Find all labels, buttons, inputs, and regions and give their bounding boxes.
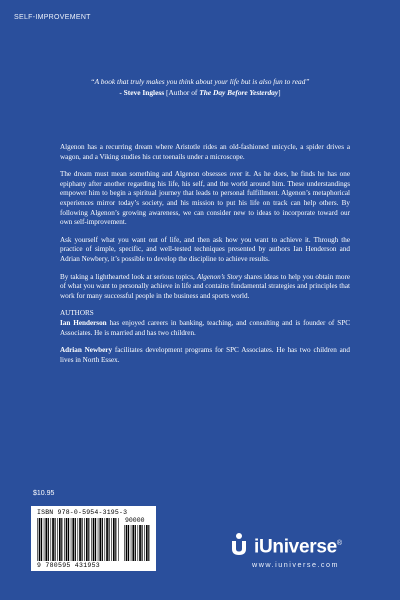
quote-author: - Steve Ingless xyxy=(119,88,165,97)
barcode-addon-bars xyxy=(124,525,151,561)
barcode-bar xyxy=(115,518,116,561)
barcode-bar xyxy=(84,518,85,561)
price-label: $10.95 xyxy=(33,490,55,497)
author-2-bio: facilitates development programs for SPC Associates. He has two children and lives in North Essex. xyxy=(60,346,350,364)
description-paragraph-1: Algenon has a recurring dream where Aristotle rides an old-fashioned unicycle, a spider drives a wagon, and a Viking studies his cut toenails under a microscope. xyxy=(60,143,350,161)
quote-text: “A book that truly makes you think about your life but is also fun to read” xyxy=(90,77,310,86)
barcode-bar xyxy=(79,518,81,561)
barcode-bar xyxy=(51,518,52,561)
isbn-barcode xyxy=(31,506,156,571)
quote-paren-close: ] xyxy=(278,88,281,97)
barcode-bar xyxy=(61,518,62,561)
authors-heading: AUTHORS xyxy=(60,309,94,318)
barcode-bar xyxy=(98,518,99,561)
barcode-bar xyxy=(102,518,103,561)
barcode-bar xyxy=(148,525,149,561)
p4-end: shares ideas to help you obtain more of what you want to personally achieve in life and contains fundamental strategies and principles that work for many successful people in the business and sports world. xyxy=(60,272,351,300)
barcode-bar xyxy=(105,518,106,561)
barcode-bar xyxy=(139,525,141,561)
author-bio-1 xyxy=(60,319,350,338)
book-description xyxy=(60,143,350,373)
description-paragraph-3: Ask yourself what you want out of life, and then ask how you want to achieve it. Through the practice of simple, specific, and well-tested techniques presented by authors Ian Henderson and Adrian Newbery, it’s possible to develop the discipline to achieve results. xyxy=(60,235,350,263)
author-1-bio: has enjoyed careers in banking, teaching, and consulting and is founder of SPC Associates. He is married and has two children. xyxy=(60,318,350,337)
author-bio-2 xyxy=(60,346,350,365)
barcode-bar xyxy=(64,518,65,561)
barcode-bar xyxy=(68,518,69,561)
barcode-bar xyxy=(91,518,92,561)
barcode-bar xyxy=(45,518,47,561)
p4-start: By taking a lighthearted look at serious topics, xyxy=(60,272,197,281)
description-paragraph-2: The dream must mean something and Algenon obsesses over it. As he does, he finds he has one epiphany after another regarding his life, his self, and the world around him. These understandings empower him to begin a spiritual journey that leads to personal fulfillment. Algenon’s metaphorical experiences mirror today’s society, and his mission to put his life on track can help others. By following Algenon’s growing awareness, we can consider new to ideas to incorporate toward our own self-improvement. xyxy=(60,170,350,227)
barcode-addon-number: 90000 xyxy=(125,517,145,524)
barcode-bar xyxy=(138,525,139,561)
barcode-bar xyxy=(99,518,101,561)
barcode-bar xyxy=(66,518,68,561)
barcode-bar xyxy=(128,525,129,561)
barcode-bar xyxy=(113,518,115,561)
category-label: SELF-IMPROVEMENT xyxy=(14,14,91,21)
review-quote xyxy=(40,76,360,98)
barcode-bar xyxy=(71,518,72,561)
barcode-main-bars xyxy=(37,518,119,561)
description-paragraph-4 xyxy=(60,273,350,302)
barcode-bar xyxy=(86,518,88,561)
barcode-bar xyxy=(109,518,110,561)
barcode-bar xyxy=(111,518,112,561)
barcode-bar xyxy=(78,518,79,561)
isbn-number: ISBN 978-0-5954-3195-3 xyxy=(37,509,128,516)
barcode-bar xyxy=(48,518,49,561)
publisher-logo xyxy=(228,532,358,558)
barcode-bar xyxy=(142,525,143,561)
publisher-logo-text: iUniverse xyxy=(254,536,337,558)
barcode-bar xyxy=(93,518,95,561)
barcode-bar xyxy=(124,525,125,561)
barcode-bar xyxy=(88,518,89,561)
barcode-bar xyxy=(118,518,119,561)
barcode-bar xyxy=(39,518,41,561)
barcode-bar xyxy=(57,518,58,561)
quote-book-title: The Day Before Yesterday xyxy=(199,88,279,97)
barcode-bar xyxy=(44,518,45,561)
barcode-digits: 9 780595 431953 xyxy=(37,562,101,569)
barcode-bar xyxy=(37,518,38,561)
author-2-name: Adrian Newbery xyxy=(60,346,113,355)
quote-paren-open: [Author of xyxy=(164,88,200,97)
barcode-bar xyxy=(144,525,145,561)
barcode-bar xyxy=(82,518,83,561)
barcode-bar xyxy=(132,525,134,561)
barcode-bar xyxy=(131,525,132,561)
barcode-bar xyxy=(59,518,61,561)
barcode-bar xyxy=(52,518,54,561)
barcode-bar xyxy=(135,525,136,561)
barcode-bar xyxy=(95,518,96,561)
barcode-bar xyxy=(41,518,42,561)
publisher-website: www.iuniverse.com xyxy=(252,560,340,569)
publisher-name xyxy=(254,533,342,558)
p4-book-title: Algenon’s Story xyxy=(196,272,243,281)
registered-mark: ® xyxy=(336,540,342,547)
barcode-bar xyxy=(106,518,108,561)
barcode-bar xyxy=(55,518,56,561)
barcode-bar xyxy=(75,518,76,561)
barcode-bar xyxy=(146,525,148,561)
barcode-bar xyxy=(126,525,128,561)
author-1-name: Ian Henderson xyxy=(60,318,107,327)
barcode-bar xyxy=(72,518,74,561)
iuniverse-logo-mark-icon xyxy=(228,532,250,556)
